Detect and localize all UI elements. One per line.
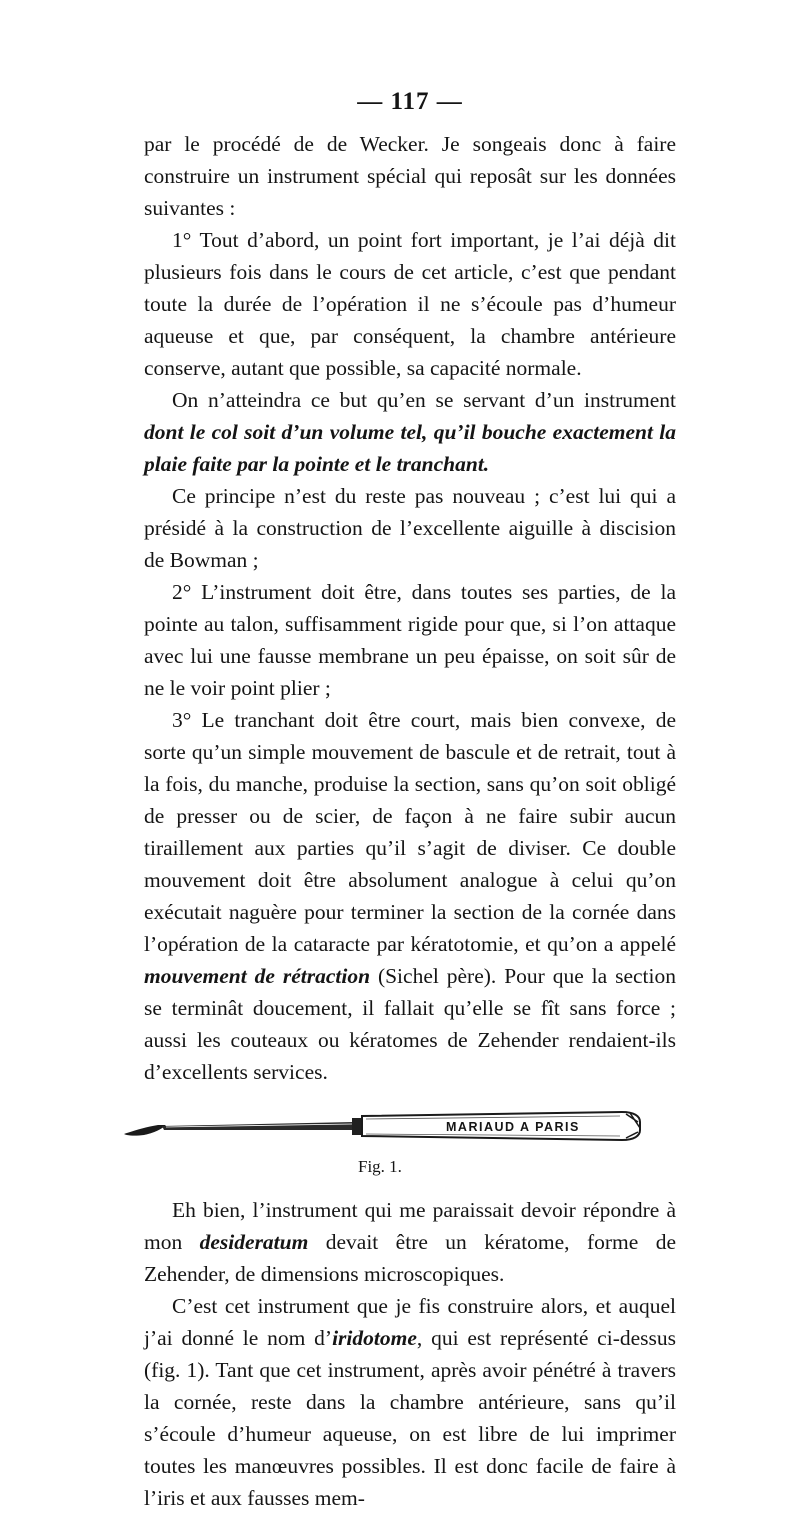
text-run: (Sichel père). Pour que la section se terminât doucement, il fallait qu’elle se fît sans force ; aussi les couteaux ou kératomes de Zehender rendaient-ils d’excellents services. (144, 964, 676, 1084)
paragraph (144, 128, 676, 224)
italic-run: desideratum (199, 1230, 309, 1254)
paragraph (144, 1290, 676, 1514)
text-block-upper (144, 128, 676, 1088)
text-run: Ce principe n’est du reste pas nouveau ; c’est lui qui a présidé à la construction de l’excellente aiguille à discision de Bowman ; (144, 484, 676, 572)
text-run: devait être un kératome, forme de Zehender, de dimensions microscopiques. (144, 1230, 676, 1286)
text-run: par le procédé de de Wecker. Je songeais donc à faire construire un instrument spécial qui reposât sur les données suivantes : (144, 132, 676, 220)
paragraph (144, 384, 676, 480)
italic-run: iridotome (332, 1326, 417, 1350)
text-block-lower (144, 1194, 676, 1514)
text-run: On n’atteindra ce but qu’en se servant d’un instrument (172, 388, 676, 412)
italic-run: dont le col soit d’un volume tel, qu’il bouche exactement la plaie faite par la pointe et le tranchant. (144, 420, 676, 476)
text-run: 1° Tout d’abord, un point fort important, je l’ai déjà dit plusieurs fois dans le cours de cet article, c’est que pendant toute la durée de l’opération il ne s’écoule pas d’humeur aqueuse et que, par conséquent, la chambre antérieure conserve, autant que possible, sa capacité normale. (144, 228, 676, 380)
text-run: C’est cet instrument que je fis construire alors, et auquel j’ai donné le nom d’ (144, 1294, 676, 1350)
page-number: — 117 — (357, 88, 463, 115)
figure-caption: Fig. 1. (358, 1157, 402, 1176)
paragraph (144, 224, 676, 384)
paragraph (144, 1194, 676, 1290)
text-run: 3° Le tranchant doit être court, mais bien convexe, de sorte qu’un simple mouvement de bascule et de retrait, tout à la fois, du manche, produise la section, sans qu’on soit obligé de presser ou de scier, de façon à ne faire subir aucun tiraillement aux parties qu’il s’agit de diviser. Ce double mouvement doit être absolument analogue à celui qu’on exécutait naguère pour terminer la section de la cornée dans l’opération de la cataracte par kératotomie, et qu’on a appelé (144, 708, 676, 956)
maker-mark: MARIAUD A PARIS (446, 1120, 580, 1134)
text-run: , qui est représenté ci-dessus (fig. 1). Tant que cet instrument, après avoir pénétré à travers la cornée, reste dans la chambre antérieure, sans qu’il s’écoule d’humeur aqueuse, on est libre de lui imprimer toutes les manœuvres possibles. Il est donc facile de faire à l’iris et aux fausses mem- (144, 1326, 676, 1510)
paragraph (144, 576, 676, 704)
italic-run: mouvement de rétraction (144, 964, 371, 988)
paragraph (144, 704, 676, 1088)
text-run: 2° L’instrument doit être, dans toutes ses parties, de la pointe au talon, suffisamment rigide pour que, si l’on attaque avec lui une fausse membrane un peu épaisse, on soit sûr de ne le voir point plier ; (144, 580, 676, 700)
iridotome-instrument-illustration-icon (122, 1100, 662, 1160)
paragraph (144, 480, 676, 576)
text-run: Eh bien, l’instrument qui me paraissait devoir répondre à mon (144, 1198, 676, 1254)
figure-1 (122, 1100, 676, 1188)
